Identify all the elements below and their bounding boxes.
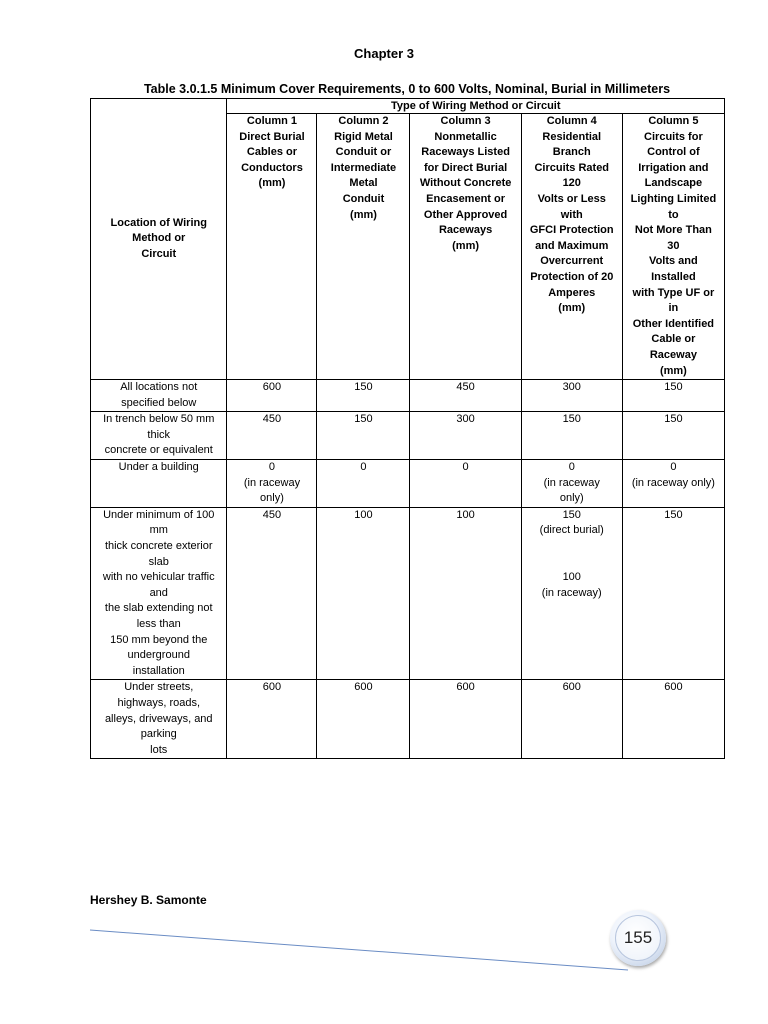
cell-line: Under minimum of 100 [103, 508, 215, 521]
cell-line: Under a building [118, 461, 199, 474]
cell-line: Circuit [141, 247, 177, 260]
cell-line: 150 [664, 381, 683, 394]
cell-line: In trench below 50 mm [103, 413, 215, 426]
cell-line: (in raceway) [541, 586, 602, 599]
cell-line: Other Identified [632, 317, 715, 330]
page-number-circle [615, 915, 661, 961]
cell-line: 100 [456, 508, 475, 521]
cell-line: Volts or Less [537, 192, 606, 205]
cell-line: 0 [462, 461, 469, 474]
cell-line: Conduit or [335, 146, 392, 159]
cell-line: Raceways Listed [421, 146, 510, 159]
cell-line: and Maximum [535, 239, 609, 252]
cell-line: GFCI Protection [529, 224, 614, 237]
cell-line: and [149, 586, 168, 599]
cell-line: lots [150, 743, 168, 756]
cell-line: (in raceway only) [631, 476, 715, 489]
cell-line: Column 4 [546, 115, 597, 127]
cell-line: 150 [354, 381, 373, 394]
cell-line: Circuits for [644, 130, 703, 143]
page-number: 155 [623, 928, 653, 947]
cell-line: 150 [664, 508, 683, 521]
cell-line: Column 2 [338, 115, 389, 127]
cell-line: Column 3 [440, 115, 491, 127]
cell-line: Amperes [548, 286, 596, 299]
cell-line: Installed [651, 270, 696, 283]
cell-line: 30 [667, 239, 680, 252]
cell-line: Conductors [241, 161, 303, 174]
cell-line: only) [559, 492, 584, 505]
cell-line: 450 [456, 381, 475, 394]
cell-line: (mm) [659, 364, 687, 377]
cell-line: (mm) [452, 239, 480, 252]
cell-line: 150 [562, 508, 581, 521]
cell-line: Cables or [246, 146, 298, 159]
cell-line: Column 1 [246, 115, 298, 127]
cell-line: Conduit [342, 192, 385, 205]
cell-line: Volts and [649, 255, 698, 268]
cell-line: Overcurrent [540, 255, 604, 268]
cell-line: parking [140, 728, 177, 741]
cell-line: 150 mm beyond the [110, 633, 208, 646]
cell-line: 100 [562, 571, 581, 584]
cell-line: Circuits Rated [534, 161, 610, 174]
cell-line: 600 [262, 381, 282, 394]
cell-line: highways, roads, [117, 696, 201, 709]
cell-line: Not More Than [634, 224, 712, 237]
cell-line: only) [260, 492, 284, 505]
cell-line: 0 [360, 461, 367, 474]
cell-line: (mm) [558, 302, 586, 315]
cell-line: Without Concrete [419, 177, 512, 190]
cell-line: Lighting Limited [630, 192, 717, 205]
cell-line: in [668, 302, 679, 315]
cell-line: less than [136, 618, 181, 630]
cell-line: Protection of 20 [530, 270, 614, 283]
cell-line: 600 [456, 681, 475, 694]
cell-line: alleys, driveways, and [104, 712, 213, 725]
cell-line: the slab extending not [104, 602, 213, 615]
cell-line: (in raceway [243, 476, 301, 489]
cell-line: (mm) [350, 208, 377, 221]
cell-line: Method or [132, 232, 186, 245]
cell-line: thick [147, 428, 171, 441]
cell-line: Raceway [649, 348, 697, 361]
cell-line: Location of Wiring [110, 216, 207, 229]
cell-line: to [668, 208, 679, 221]
page-number-badge [610, 910, 666, 966]
cell-line: 120 [562, 177, 581, 190]
cell-line: Encasement or [426, 192, 506, 205]
cell-line: with [560, 208, 583, 221]
cell-line: specified below [121, 396, 197, 409]
cell-line: 600 [562, 681, 581, 694]
cell-line: Metal [349, 177, 378, 190]
cell-line: 100 [354, 508, 373, 521]
cell-line: 150 [562, 413, 581, 426]
cell-line: concrete or equivalent [104, 444, 213, 457]
cell-line: Nonmetallic [434, 130, 497, 143]
cell-line: Cable or [651, 333, 696, 346]
cell-line: Raceways [438, 224, 493, 237]
chapter-heading: Chapter 3 [354, 46, 414, 61]
cell-line: slab [148, 555, 169, 568]
cell-line: for Direct Burial [424, 161, 508, 174]
table-title: Table 3.0.1.5 Minimum Cover Requirements, 0 to 600 Volts, Nominal, Burial in Millimeters [143, 82, 671, 96]
cell-line: with Type UF or [632, 286, 715, 299]
cell-line: Landscape [644, 177, 703, 190]
cell-line: (direct burial) [539, 524, 604, 537]
cell-line: mm [149, 524, 168, 537]
cell-line: installation [132, 664, 185, 677]
wiring-type-header: Type of Wiring Method or Circuit [227, 99, 725, 114]
cell-line: 600 [664, 681, 683, 694]
cell-line: 450 [262, 508, 282, 521]
cell-line: (mm) [258, 177, 286, 190]
cell-line: Residential [542, 130, 602, 143]
cell-line: Column 5 [648, 115, 699, 127]
cell-line: Other Approved [423, 208, 508, 221]
cell-line: All locations not [120, 381, 198, 394]
cell-line: Direct Burial [239, 130, 305, 143]
cell-line: 600 [262, 681, 282, 694]
cell-line: 300 [562, 381, 581, 394]
cell-line: Rigid Metal [334, 130, 393, 143]
cell-line: with no vehicular traffic [102, 571, 215, 584]
cell-line: 450 [262, 413, 282, 426]
cell-line: thick concrete exterior [104, 540, 213, 553]
cell-line: Control of [647, 146, 700, 159]
cell-line: underground [127, 649, 190, 662]
cell-line: Branch [552, 146, 591, 159]
cell-line: 600 [354, 681, 373, 694]
cell-line: 0 [568, 461, 575, 474]
author-name: Hershey B. Samonte [90, 893, 207, 907]
cell-line: (in raceway [543, 476, 600, 489]
cell-line: Irrigation and [638, 161, 709, 174]
cell-line: 300 [456, 413, 475, 426]
cell-line: Intermediate [330, 161, 397, 174]
cell-line: 150 [354, 413, 373, 426]
cell-line: 0 [670, 461, 677, 474]
cell-line: 0 [268, 461, 276, 474]
cell-line: 150 [664, 413, 683, 426]
cell-line: Under streets, [124, 681, 194, 694]
